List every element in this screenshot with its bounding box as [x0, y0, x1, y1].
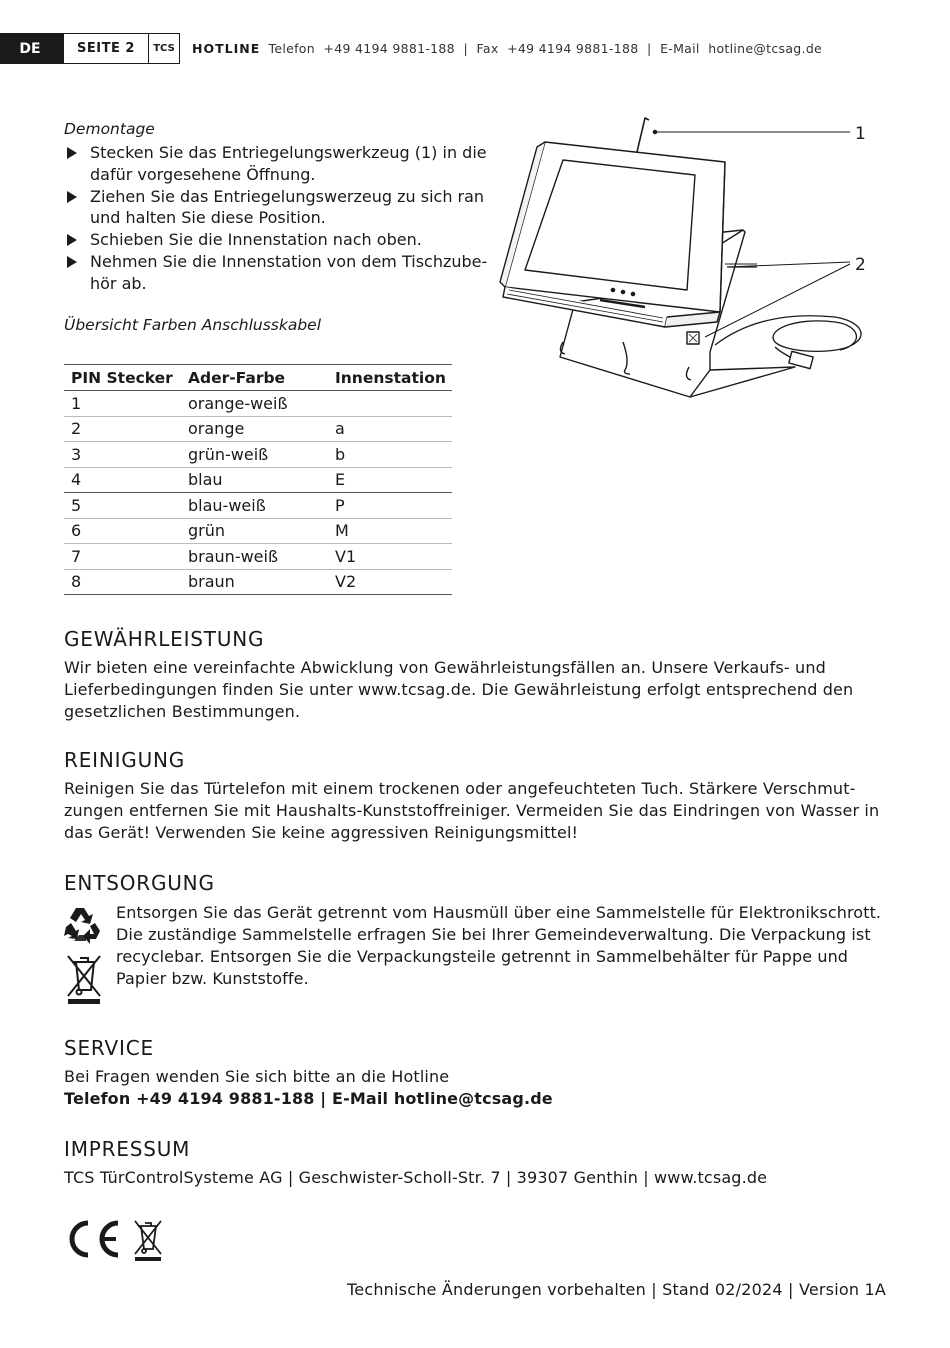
color-cell: grün — [181, 518, 328, 544]
table-row — [64, 416, 452, 442]
table-row — [64, 391, 452, 417]
impressum-title: IMPRESSUM — [64, 1137, 191, 1161]
color-cell: orange-weiß — [181, 391, 328, 417]
station-cell — [328, 391, 452, 417]
color-cell: braun-weiß — [181, 544, 328, 570]
service-contact: Telefon +49 4194 9881-188 | E-Mail hotline@tcsag.de — [64, 1089, 553, 1108]
step-item: Schieben Sie die Innenstation nach oben. — [64, 229, 489, 251]
table-header-row — [64, 365, 452, 391]
column-header: PIN Stecker — [64, 365, 181, 391]
table-row — [64, 442, 452, 468]
disposal-text: Entsorgen Sie das Gerät getrennt vom Hausmüll über eine Sammelstelle für Elektronikschrott. Die zuständige Sammelstelle erfragen Sie bei Ihrer Gemeindeverwaltung. Die Verpackung ist recyclebar. Entsorgen Sie die Verpackungsteile getrennt in Sammelbehälter für Pappe und Papier bzw. Kunststoffe. — [116, 903, 882, 988]
station-cell: M — [328, 518, 452, 544]
table-row — [64, 493, 452, 519]
weee-small-icon — [132, 1218, 164, 1262]
cleaning-title: REINIGUNG — [64, 748, 186, 772]
recycling-icon — [62, 905, 104, 945]
page-header — [0, 33, 822, 64]
pin-cell: 4 — [64, 467, 181, 493]
device-illustration — [495, 112, 885, 402]
pin-cell: 6 — [64, 518, 181, 544]
page-footer: Technische Änderungen vorbehalten | Stand 02/2024 | Version 1A — [347, 1280, 886, 1299]
hotline-label: HOTLINE — [192, 41, 261, 56]
impressum-text: TCS TürControlSysteme AG | Geschwister-Scholl-Str. 7 | 39307 Genthin | www.tcsag.de — [64, 1168, 768, 1187]
warranty-title: GEWÄHRLEISTUNG — [64, 627, 265, 651]
cleaning-text: Reinigen Sie das Türtelefon mit einem trockenen oder angefeuchteten Tuch. Stärkere Verschmut-zungen entfernen Sie mit Haushalts-Kunststoffreiniger. Vermeiden Sie das Eindringen von Wasser in das Gerät! Verwenden Sie keine aggressiven Reinigungsmittel! — [64, 779, 880, 842]
color-cell: grün-weiß — [181, 442, 328, 468]
color-cell: blau — [181, 467, 328, 493]
callout-2: 2 — [855, 255, 866, 275]
colors-table-title: Übersicht Farben Anschlusskabel — [64, 316, 322, 334]
hotline-contact: Telefon +49 4194 9881-188 | Fax +49 4194 9881-188 | E-Mail hotline@tcsag.de — [268, 41, 823, 56]
table-row — [64, 518, 452, 544]
hotline-line — [192, 41, 822, 56]
station-cell: E — [328, 467, 452, 493]
warranty-text: Wir bieten eine vereinfachte Abwicklung von Gewährleistungsfällen an. Unsere Verkaufs- und Lieferbedingungen finden Sie unter www.tcsag.de. Die Gewährleistung erfolgt entsprechend den gesetzlichen Bestimmungen. — [64, 658, 854, 721]
pin-cell: 8 — [64, 569, 181, 595]
table-row — [64, 467, 452, 493]
service-title: SERVICE — [64, 1036, 154, 1060]
station-cell: b — [328, 442, 452, 468]
pin-cell: 7 — [64, 544, 181, 570]
callout-1: 1 — [855, 124, 866, 144]
service-text: Bei Fragen wenden Sie sich bitte an die Hotline — [64, 1067, 450, 1086]
table-row — [64, 544, 452, 570]
pin-cell: 2 — [64, 416, 181, 442]
page-number: SEITE 2 — [64, 33, 149, 64]
tcs-logo — [149, 33, 180, 64]
step-item: Stecken Sie das Entriegelungswerkzeug (1) in die dafür vorgesehene Öffnung. — [64, 142, 489, 186]
tcs-logo-text: TCS — [153, 43, 175, 54]
pin-cell: 5 — [64, 493, 181, 519]
cable-colors-table — [64, 364, 452, 595]
station-cell: V2 — [328, 569, 452, 595]
pin-cell: 1 — [64, 391, 181, 417]
column-header: Innenstation — [328, 365, 452, 391]
table-row — [64, 569, 452, 595]
demontage-steps — [64, 142, 489, 295]
demontage-title: Demontage — [64, 120, 155, 138]
color-cell: blau-weiß — [181, 493, 328, 519]
language-badge: DE — [0, 33, 64, 64]
station-cell: P — [328, 493, 452, 519]
pin-cell: 3 — [64, 442, 181, 468]
weee-bin-icon — [64, 952, 104, 1006]
step-item: Ziehen Sie das Entriegelungswerzeug zu sich ran und halten Sie diese Position. — [64, 186, 489, 230]
ce-mark-icon — [64, 1218, 124, 1260]
station-cell: a — [328, 416, 452, 442]
step-item: Nehmen Sie die Innenstation von dem Tischzube-hör ab. — [64, 251, 489, 295]
column-header: Ader-Farbe — [181, 365, 328, 391]
disposal-title: ENTSORGUNG — [64, 871, 215, 895]
color-cell: orange — [181, 416, 328, 442]
station-cell: V1 — [328, 544, 452, 570]
color-cell: braun — [181, 569, 328, 595]
